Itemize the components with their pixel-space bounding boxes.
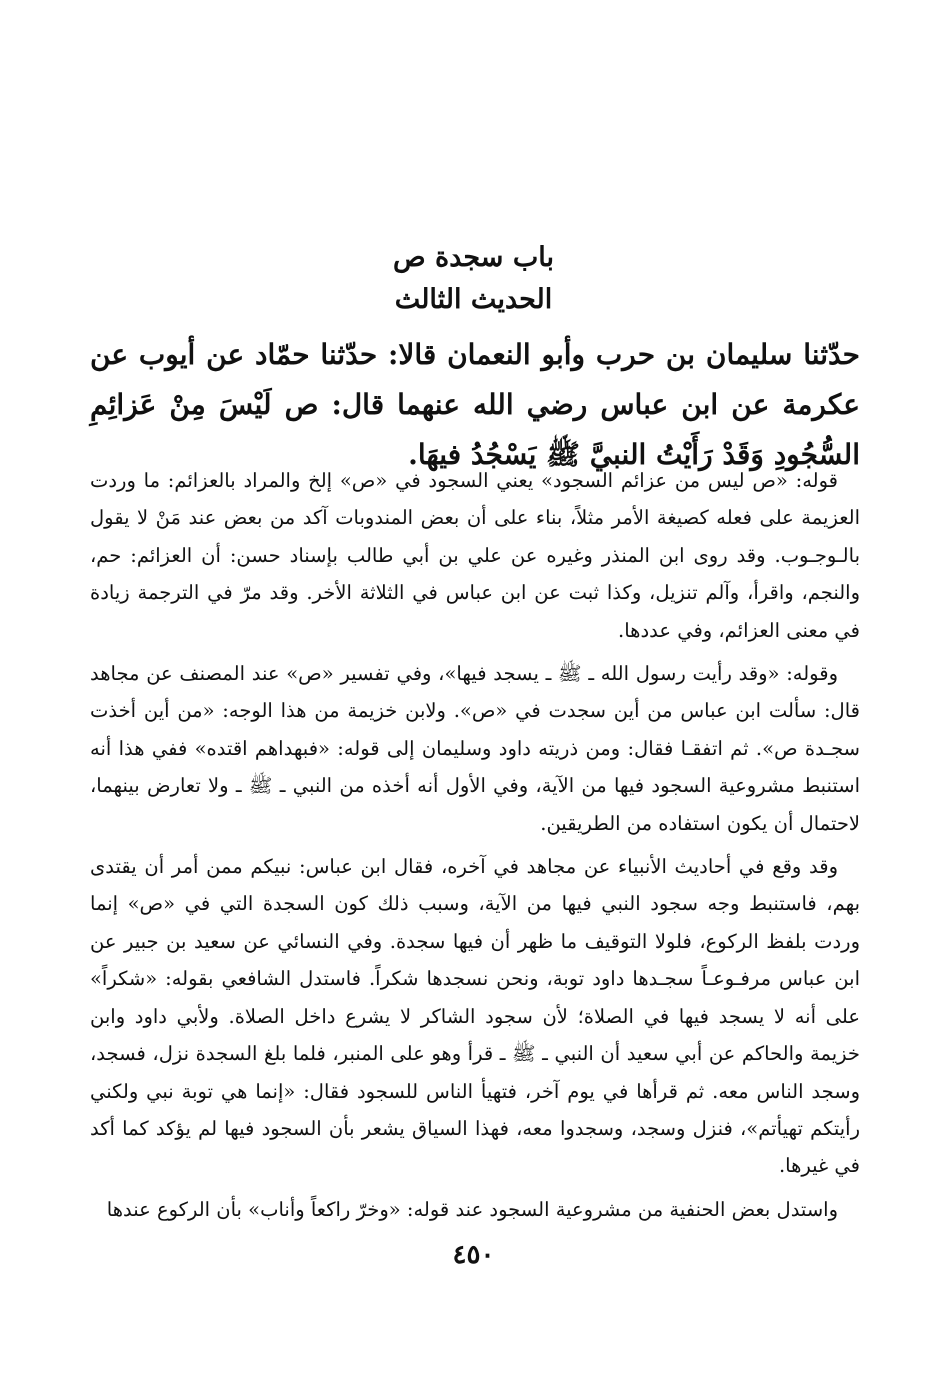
hadith-number-heading: الحديث الثالث	[394, 284, 553, 315]
commentary-paragraph: وقد وقع في أحاديث الأنبياء عن مجاهد في آخره، فقال ابن عباس: نبيكم ممن أمر أن يقتدى بهم، فاستنبط وجه سجود النبي فيها من الآية، وسبب ذلك كون السجدة التي في «ص» إنما وردت بلفظ الركوع، فلولا التوقيف ما ظهر أن فيها سجدة. وفي النسائي عن سعيد بن جبير عن ابن عباس مرفـوعـاً سجـدها داود توبة، ونحن نسجدها شكراً. فاستدل الشافعي بقوله: «شكراً» على أنه لا يسجد فيها في الصلاة؛ لأن سجود الشاكر لا يشرع داخل الصلاة. ولأبي داود وابن خزيمة والحاكم عن أبي سعيد أن النبي ـ ﷺ ـ قرأ وهو على المنبر، فلما بلغ السجدة نزل، فسجد، وسجد الناس معه. ثم قرأها في يوم آخر، فتهيأ الناس للسجود فقال: «إنما هي توبة نبي ولكني رأيتكم تهيأتم»، فنزل وسجد، وسجدوا معه، فهذا السياق يشعر بأن السجود فيها لم يؤكد كما أكد في غيرها.	[90, 855, 860, 1178]
page-number: ٤٥٠	[452, 1240, 495, 1270]
hadith-text: حدّثنا سليمان بن حرب وأبو النعمان قالا: حدّثنا حمّاد عن أيوب عن عكرمة عن ابن عباس رضي الله عنهما قال: ص لَيْسَ مِنْ عَزائِمِ السُّجُودِ وَقَدْ رَأَيْتُ النبيَّ ﷺ يَسْجُدُ فيهَا.	[90, 338, 860, 471]
commentary-section	[90, 462, 860, 1234]
commentary-paragraph: واستدل بعض الحنفية من مشروعية السجود عند قوله: «وخرّ راكعاً وأناب» بأن الركوع عندها	[106, 1197, 838, 1221]
commentary-paragraph: قوله: «ص ليس من عزائم السجود» يعني السجود في «ص» إلخ والمراد بالعزائم: ما وردت العزيمة على فعله كصيغة الأمر مثلاً، بناء على أن بعض المندوبات آكد من بعض عند مَنْ لا يقول بالـوجـوب. وقد روى ابن المنذر وغيره عن علي بن أبي طالب بإسناد حسن: أن العزائم: حم، والنجم، واقرأ، وآلم تنزيل، وكذا ثبت عن ابن عباس في الثلاثة الأخر. وقد مرّ في الترجمة زيادة في معنى العزائم، وفي عددها.	[90, 469, 860, 642]
chapter-title: باب سجدة ص	[393, 242, 554, 273]
commentary-paragraph: وقوله: «وقد رأيت رسول الله ـ ﷺ ـ يسجد فيها»، وفي تفسير «ص» عند المصنف عن مجاهد قال: سألت ابن عباس من أين سجدت في «ص». ولابن خزيمة من هذا الوجه: «من أين أخذت سجـدة ص». ثم اتفقـا فقال: ومن ذريته داود وسليمان إلى قوله: «فبهداهم اقتده» ففي هذا أنه استنبط مشروعية السجود فيها من الآية، وفي الأول أنه أخذه من النبي ـ ﷺ ـ ولا تعارض بينهما، لاحتمال أن يكون استفاده من الطريقين.	[90, 662, 860, 835]
